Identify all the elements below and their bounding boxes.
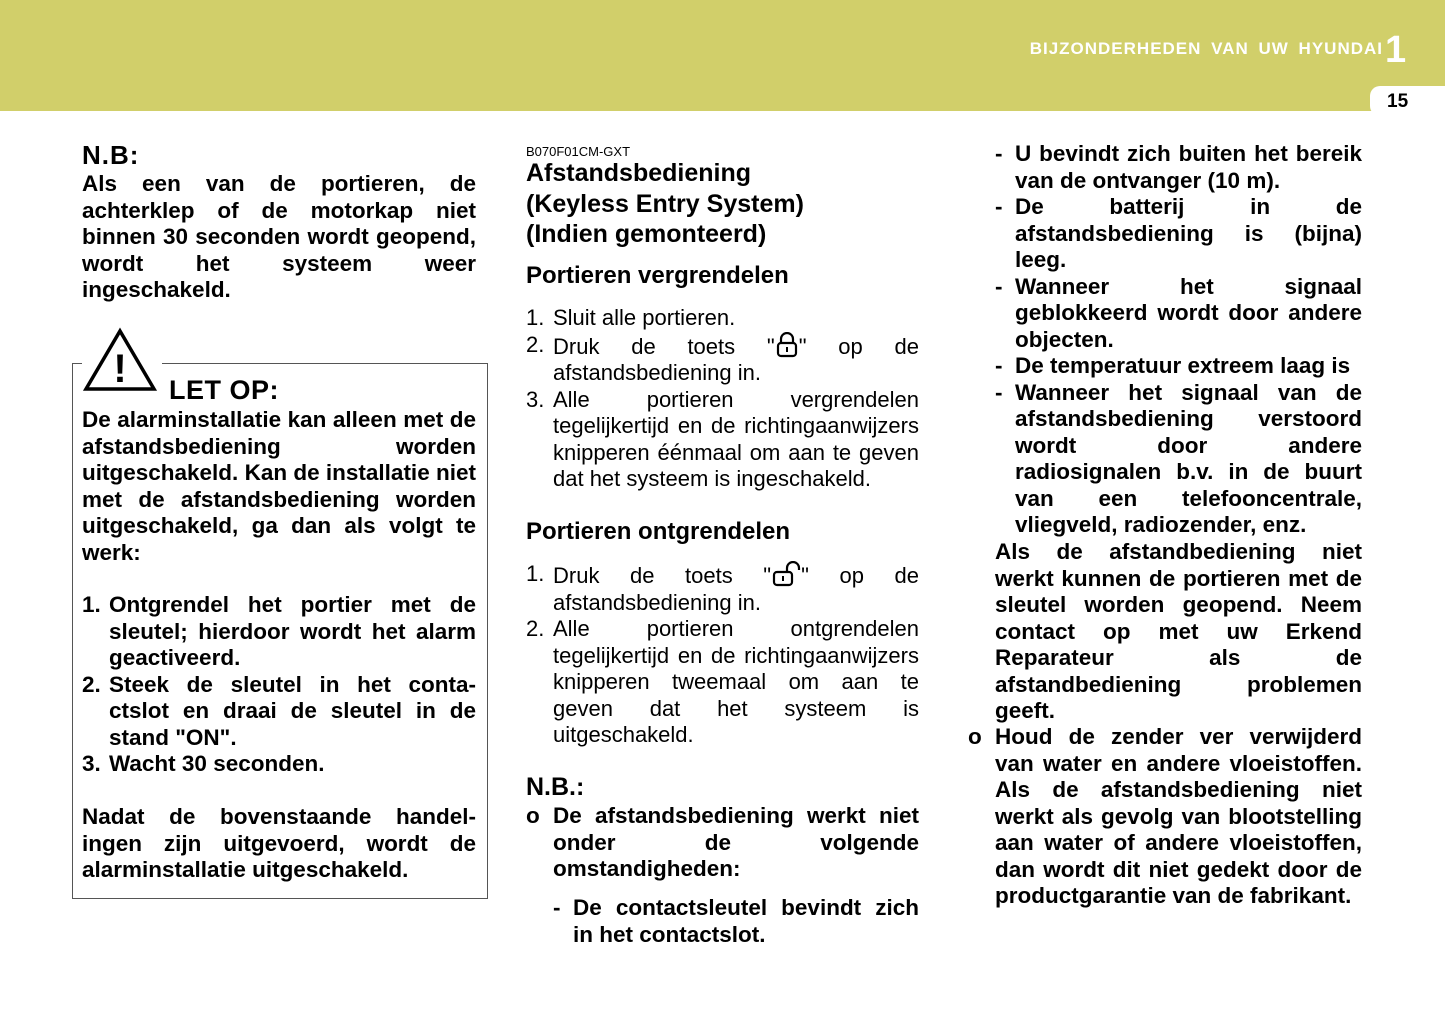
- nb-heading-middle: N.B.:: [526, 773, 585, 801]
- fallback-paragraph: Als de afstandbediening niet werkt kunnen de portieren met de sleutel worden geopend. Neem contact op met uw Erkend Reparateur als de afstandbediening problemen geeft.: [995, 539, 1362, 723]
- lock-heading: Portieren vergrendelen: [526, 262, 789, 289]
- warning-steps: [82, 592, 476, 778]
- heading-line: Afstandsbediening: [526, 159, 752, 187]
- nb-bullet-list: [526, 803, 919, 883]
- list-item: 3. Wacht 30 seconden.: [82, 751, 325, 776]
- list-item: - Wanneer het signaal geblokkeerd wordt door andere objecten.: [995, 273, 1362, 352]
- page-number: 15: [1387, 91, 1409, 112]
- list-item: o De afstandsbediening werkt niet onder de volgende omstandigheden:: [526, 803, 919, 881]
- list-item: 1. Sluit alle portieren.: [526, 305, 736, 330]
- nb-dash-list: [553, 895, 919, 948]
- section-title: BIJZONDERHEDEN VAN UW HYUNDAI: [1029, 39, 1383, 58]
- list-item: 2. Steek de sleutel in het conta-ctslot en draai de sleutel in de stand "ON".: [82, 671, 476, 750]
- nb-heading: N.B:: [82, 140, 140, 170]
- warning-title: LET OP:: [169, 375, 279, 405]
- heading-line: (Indien gemonteerd): [526, 220, 767, 248]
- list-item: - De batterij in de afstandsbediening is (bijna) leeg.: [995, 194, 1362, 272]
- list-item: o Houd de zender ver verwijderd van water en andere vloeistoffen. Als de afstandsbediening niet werkt als gevolg van blootstelling aan water of andere vloeistoffen, dan wordt dit niet gedekt door de productgarantie van de fabrikant.: [968, 724, 1362, 908]
- list-item: - Wanneer het signaal van de afstandsbediening verstoord wordt door andere radiosignalen b.v. in de buurt van een telefooncentrale, vliegveld, radiozender, enz.: [995, 379, 1362, 537]
- unlock-heading: Portieren ontgrendelen: [526, 518, 791, 545]
- document-code: B070F01CM-GXT: [526, 144, 631, 159]
- heading-line: (Keyless Entry System): [526, 189, 804, 218]
- list-item: 2. Druk de toets " " op de afstandsbediening in.: [526, 331, 919, 385]
- warning-intro: De alarminstallatie kan alleen met de afstandsbediening worden uitgeschakeld. Kan de installatie niet met de afstandsbediening worden uitgeschakeld, ga dan als volgt te werk:: [82, 407, 476, 565]
- list-item: 3. Alle portieren vergrendelen tegelijkertijd en de richtingaanwijzers knipperen éénmaal om aan te geven dat het systeem is ingeschakeld.: [526, 386, 919, 491]
- warning-closing: Nadat de bovenstaande handel-ingen zijn uitgevoerd, wordt de alarminstallatie uitgeschakeld.: [82, 804, 476, 882]
- svg-text:!: !: [113, 347, 127, 391]
- list-item: 1. Druk de toets " " op de afstandsbediening in.: [526, 561, 920, 615]
- list-item: 2. Alle portieren ontgrendelen tegelijkertijd en de richtingaanwijzers knipperen tweemaal om aan te geven dat het systeem is uitgeschakeld.: [526, 616, 919, 747]
- conditions-list: [995, 141, 1362, 539]
- nb-paragraph: Als een van de portieren, de achterklep of de motorkap niet binnen 30 seconden wordt geopend, wordt het systeem weer ingeschakeld.: [82, 171, 476, 302]
- list-item: - De temperatuur extreem laag is: [995, 353, 1351, 378]
- unlock-steps: [526, 561, 919, 749]
- list-item: - De contactsleutel bevindt zich in het contactslot.: [553, 895, 919, 947]
- lock-icon: [775, 332, 799, 358]
- unlock-icon: [771, 561, 801, 587]
- section-heading: [526, 158, 804, 250]
- list-item: 1. Ontgrendel het portier met de sleutel; hierdoor wordt het alarm geactiveerd.: [82, 592, 476, 670]
- lock-steps: [526, 305, 919, 493]
- water-bullet-list: [968, 724, 1362, 910]
- list-item: - U bevindt zich buiten het bereik van de ontvanger (10 m).: [995, 141, 1362, 193]
- chapter-number: 1: [1385, 29, 1407, 71]
- warning-triangle-icon: [82, 327, 158, 393]
